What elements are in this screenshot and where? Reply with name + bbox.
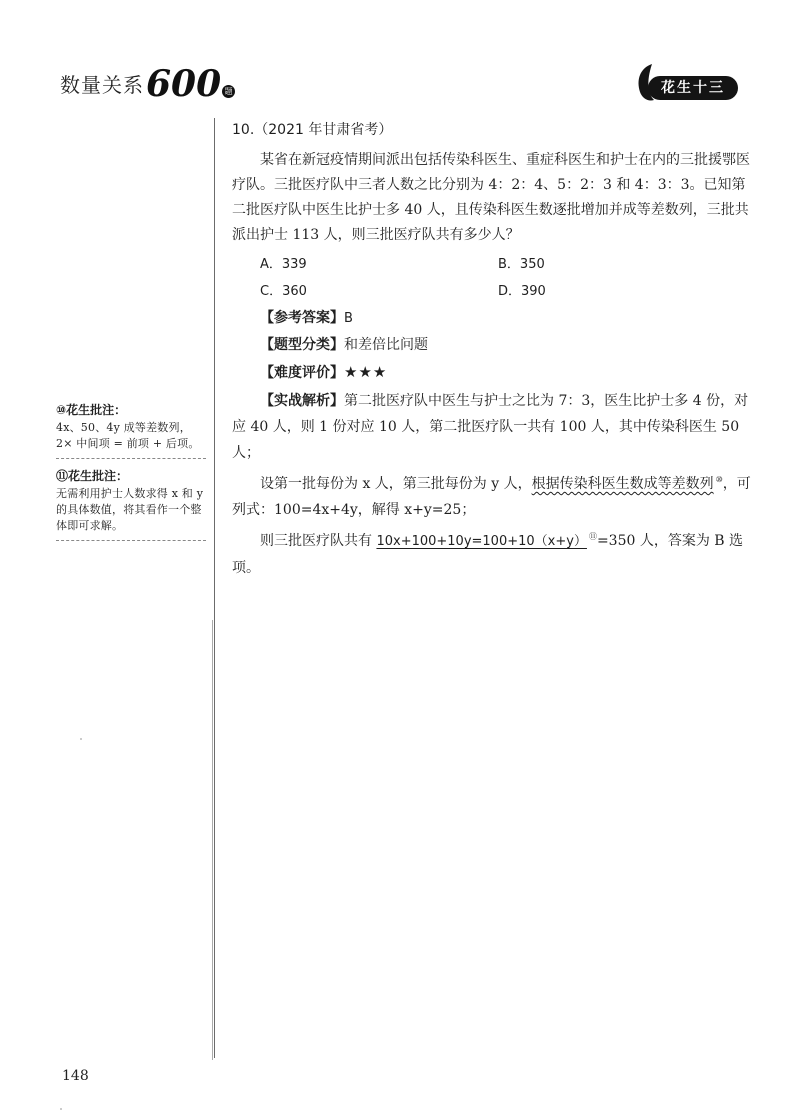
- step-2-text-b: ，可列式：100=4x+4y，解得 x+y=25；: [232, 476, 751, 518]
- scan-speck: [80, 738, 82, 740]
- option-d: D．390: [498, 284, 546, 299]
- book-title-suffix-badge: 题: [222, 85, 235, 98]
- page-number: 148: [62, 1068, 89, 1084]
- reference-answer-label: 【参考答案】: [260, 310, 344, 326]
- book-title-number: 600: [146, 63, 222, 105]
- question-type: [260, 333, 752, 358]
- step-3-text-b: =350 人，答案为 B 选项。: [232, 533, 744, 576]
- reference-answer-value: B: [344, 311, 353, 326]
- book-title: [60, 62, 235, 105]
- column-divider: [214, 118, 215, 1058]
- option-c: C．360: [260, 284, 307, 299]
- difficulty-stars: ★★★: [344, 363, 388, 381]
- question-type-label: 【题型分类】: [260, 337, 344, 353]
- side-note-11: [56, 468, 206, 541]
- note-marker-11: ⑪: [588, 532, 597, 542]
- brand-logo: [630, 62, 740, 102]
- side-note-10-title: ⑩花生批注：: [56, 403, 127, 417]
- option-b: B．350: [498, 257, 545, 272]
- analysis-step-3: [232, 528, 752, 581]
- analysis-step-2: [232, 471, 752, 523]
- analysis-label: 【实战解析】: [260, 393, 344, 409]
- analysis-text: 第二批医疗队中医生与护士之比为 7：3，医生比护士多 4 份，对应 40 人，则 1 份对应 10 人，第二批医疗队一共有 100 人，其中传染科医生 50 人；: [232, 393, 749, 461]
- difficulty-label: 【难度评价】: [260, 365, 344, 381]
- question-stem: 某省在新冠疫情期间派出包括传染科医生、重症科医生和护士在内的三批援鄂医疗队。三批医疗队中三者人数之比分别为 4：2：4、5：2：3 和 4：3：3。已知第二批医疗队中医生比护士多 40 人，且传染科医生数逐批增加并成等差数列，三批共派出护士 113 人，则三批医疗队共有多少人？: [232, 152, 750, 243]
- book-title-text: 数量关系: [60, 73, 144, 97]
- side-note-10: [56, 402, 206, 459]
- question-heading: 10.（2021 年甘肃省考）: [232, 122, 393, 138]
- reference-answer: [260, 306, 752, 331]
- side-note-11-body: 无需利用护士人数求得 x 和 y 的具体数值，将其看作一个整体即可求解。: [56, 486, 206, 541]
- brand-name: 花生十三: [648, 76, 738, 100]
- difficulty-rating: [260, 360, 752, 386]
- option-list: [260, 252, 752, 304]
- step-3-text-a: 则三批医疗队共有: [260, 533, 377, 549]
- option-a: A．339: [260, 257, 307, 272]
- side-note-11-title: ⑪花生批注：: [56, 469, 129, 483]
- step-3-underlined: 10x+100+10y=100+10（x+y）: [376, 534, 587, 549]
- note-marker-10: ⑩: [715, 475, 723, 485]
- question-block: [232, 118, 752, 581]
- step-2-underlined: 根据传染科医生数成等差数列: [531, 476, 714, 492]
- analysis-paragraph: [232, 388, 752, 466]
- side-note-10-body: 4x、50、4y 成等差数列，2× 中间项 = 前项 + 后项。: [56, 420, 206, 459]
- question-type-value: 和差倍比问题: [344, 337, 428, 353]
- step-2-text-a: 设第一批每份为 x 人，第三批每份为 y 人，: [260, 476, 532, 492]
- scan-speck: [60, 1108, 62, 1110]
- column-divider-lower: [212, 620, 213, 1060]
